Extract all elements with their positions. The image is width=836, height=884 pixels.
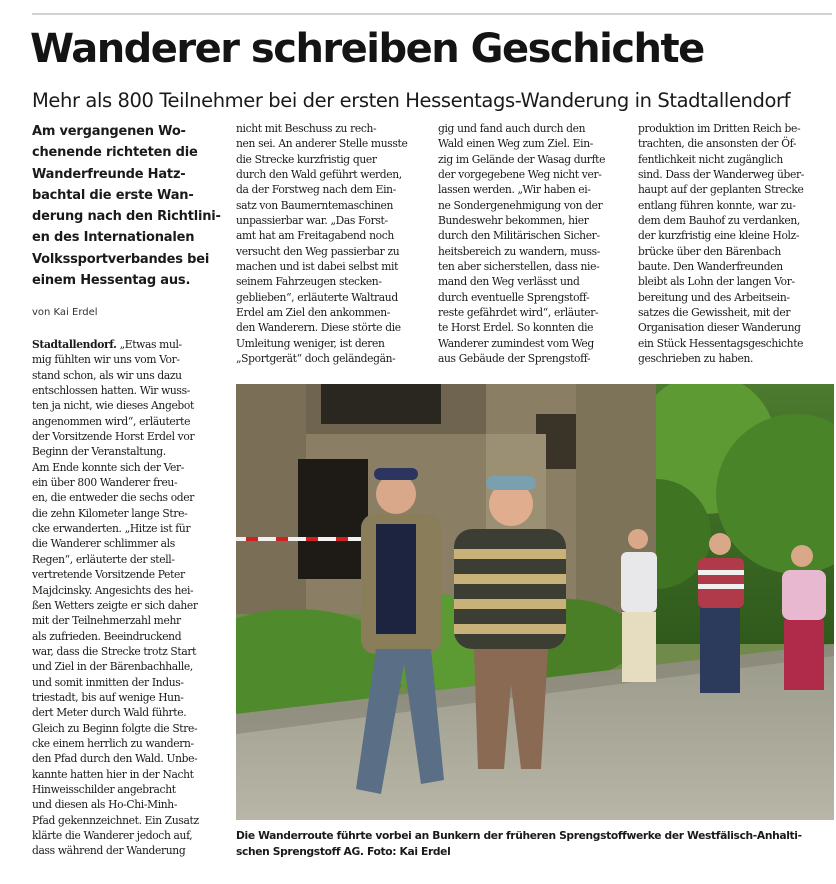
body-line: mit der Teilnehmerzahl mehr xyxy=(32,614,181,628)
body-line: Gleich zu Beginn folgte die Stre- xyxy=(32,721,198,735)
lead-line: Wanderfreunde Hatz- xyxy=(32,166,186,182)
body-line: der Vorsitzende Horst Erdel vor xyxy=(32,430,195,444)
lead-paragraph xyxy=(32,121,224,291)
subheadline: Mehr als 800 Teilnehmer bei der ersten Hessentags-Wanderung in Stadtallendorf xyxy=(32,89,791,112)
body-line: stand schon, als wir uns dazu xyxy=(32,368,182,382)
body-column-2 xyxy=(236,121,428,367)
body-line: durch den Militärischen Sicher- xyxy=(438,229,600,243)
body-line: Wald einen Weg zum Ziel. Ein- xyxy=(438,137,593,151)
body-line: und somit inmitten der Indus- xyxy=(32,675,184,689)
body-line: machen und ist dabei selbst mit xyxy=(236,260,399,274)
body-column-4 xyxy=(638,121,834,367)
body-line: bleibt als Lohn der langen Vor- xyxy=(638,275,795,289)
caption-line: schen Sprengstoff AG. Foto: Kai Erdel xyxy=(236,845,451,858)
body-line: Regen“, erläuterte der stell- xyxy=(32,552,175,566)
body-line: da der Forstweg nach dem Ein- xyxy=(236,183,396,197)
body-line xyxy=(32,337,228,352)
body-line: zig im Gelände der Wasag durfte xyxy=(438,152,606,166)
body-line: versucht den Weg passierbar zu xyxy=(236,244,400,258)
body-line: klärte die Wanderer jedoch auf, xyxy=(32,829,193,842)
body-column-3 xyxy=(438,121,630,367)
body-line: geschrieben zu haben. xyxy=(638,352,754,366)
body-line: ein Stück Hessentagsgeschichte xyxy=(638,336,804,350)
body-line: Erdel am Ziel den ankommen- xyxy=(236,306,391,320)
body-line: lassen werden. „Wir haben ei- xyxy=(438,183,591,197)
body-line: brücke über den Bärenbach xyxy=(638,244,781,258)
body-line: den Wanderern. Diese störte die xyxy=(236,321,401,335)
body-line: ten aber sicherstellen, dass nie- xyxy=(438,260,600,274)
body-line: entlang führen konnte, war zu- xyxy=(638,198,796,212)
byline: von Kai Erdel xyxy=(32,307,98,318)
headline: Wanderer schreiben Geschichte xyxy=(30,26,704,72)
body-line: und diesen als Ho-Chi-Minh- xyxy=(32,798,178,812)
body-line: cke einem herrlich zu wandern- xyxy=(32,736,194,750)
lead-line: chenende richteten die xyxy=(32,145,198,161)
body-line: satzes die Gewissheit, mit der xyxy=(638,306,791,320)
body-line: ein über 800 Wanderer freu- xyxy=(32,476,178,490)
body-line: en, die entweder die sechs oder xyxy=(32,491,195,505)
body-line: geblieben“, erläuterte Waltraud xyxy=(236,290,398,304)
body-line: trachten, die ansonsten der Öf- xyxy=(638,137,797,151)
body-line: vertretende Vorsitzende Peter xyxy=(32,568,185,582)
column-1-lines xyxy=(32,352,228,858)
body-line: dert Meter durch Wald führte. xyxy=(32,706,187,720)
body-line: Beginn der Veranstaltung. xyxy=(32,445,166,459)
body-line: gig und fand auch durch den xyxy=(438,122,586,135)
body-line: der vorgegebene Weg nicht ver- xyxy=(438,168,602,182)
body-line: nicht mit Beschuss zu rech- xyxy=(236,122,377,135)
body-line: den Pfad durch den Wald. Unbe- xyxy=(32,752,198,766)
article-photo xyxy=(236,384,834,820)
body-line: bereitung und des Arbeitsein- xyxy=(638,290,790,304)
lead-line: bachtal die erste Wan- xyxy=(32,187,194,203)
body-line: „Sportgerät“ doch geländegän- xyxy=(236,352,396,366)
body-line: te Horst Erdel. So konnten die xyxy=(438,321,594,335)
photo-caption xyxy=(236,828,834,860)
body-line: war, dass die Strecke trotz Start xyxy=(32,644,197,658)
body-line: seinem Fahrzeugen stecken- xyxy=(236,275,382,289)
body-line: dass während der Wanderung xyxy=(32,844,186,858)
body-line: Organisation dieser Wanderung xyxy=(638,321,801,335)
body-line: die Wanderer schlimmer als xyxy=(32,537,175,551)
body-line: der kurzfristig eine kleine Holz- xyxy=(638,229,800,243)
body-line: baute. Den Wanderfreunden xyxy=(638,260,783,274)
body-line: angenommen wird“, erläuterte xyxy=(32,414,191,428)
lead-line: en des Internationalen xyxy=(32,230,195,246)
body-line: sind. Dass der Wanderweg über- xyxy=(638,168,804,182)
hikers-photo-illustration xyxy=(236,384,834,820)
body-line: Hinweisschilder angebracht xyxy=(32,782,176,796)
body-line: dem dem Bauhof zu verdanken, xyxy=(638,214,800,228)
body-line: Am Ende konnte sich der Ver- xyxy=(32,460,185,474)
body-line: fentlichkeit nicht zugänglich xyxy=(638,152,783,166)
body-line: heitsbereich zu wandern, muss- xyxy=(438,244,601,258)
body-line: unpassierbar war. „Das Forst- xyxy=(236,214,388,228)
body-line: nen sei. An anderer Stelle musste xyxy=(236,137,408,151)
body-line: mand den Weg verlässt und xyxy=(438,275,580,289)
body-line: Umleitung weniger, ist deren xyxy=(236,336,385,350)
body-line: Bundeswehr bekommen, hier xyxy=(438,214,589,228)
body-line: kannte hatten hier in der Nacht xyxy=(32,767,194,781)
body-line: als zufrieden. Beeindruckend xyxy=(32,629,182,643)
body-line: Wanderer zumindest vom Weg xyxy=(438,336,594,350)
body-line: die zehn Kilometer lange Stre- xyxy=(32,506,188,520)
lead-line: Volkssportverbandes bei xyxy=(32,251,210,267)
caption-line: Die Wanderroute führte vorbei an Bunkern der früheren Sprengstoffwerke der Westfälisch-Anhalti- xyxy=(236,829,802,842)
body-line: Pfad gekennzeichnet. Ein Zusatz xyxy=(32,813,199,827)
body-line: cke erwanderten. „Hitze ist für xyxy=(32,522,191,536)
body-line: produktion im Dritten Reich be- xyxy=(638,122,801,135)
body-line: amt hat am Freitagabend noch xyxy=(236,229,394,243)
body-line: entschlossen hatten. Wir wuss- xyxy=(32,384,190,398)
body-column-1 xyxy=(32,337,228,859)
lead-line: derung nach den Richtlini- xyxy=(32,209,221,225)
body-line: ne Sondergenehmigung von der xyxy=(438,198,603,212)
body-line: ten ja nicht, wie dieses Angebot xyxy=(32,399,194,413)
body-line: satz von Baumerntemaschinen xyxy=(236,198,394,212)
body-line: die Strecke kurzfristig quer xyxy=(236,152,377,166)
lead-line: Am vergangenen Wo- xyxy=(32,124,186,139)
lead-line: einem Hessentag aus. xyxy=(32,273,191,289)
body-line: durch den Wald geführt werden, xyxy=(236,168,402,182)
body-line: durch eventuelle Sprengstoff- xyxy=(438,290,590,304)
body-line: haupt auf der geplanten Strecke xyxy=(638,183,804,197)
top-rule xyxy=(32,13,832,15)
body-line: und Ziel in der Bärenbachhalle, xyxy=(32,660,193,674)
dateline: Stadtallendorf. xyxy=(32,338,117,351)
body-line-rest: „Etwas mul- xyxy=(116,338,182,351)
body-line: reste gefährdet wird“, erläuter- xyxy=(438,306,599,320)
body-line: triestadt, bis auf wenige Hun- xyxy=(32,690,184,704)
body-line: Majdcinsky. Angesichts des hei- xyxy=(32,583,194,597)
body-line: mig fühlten wir uns vom Vor- xyxy=(32,353,180,367)
body-line: aus Gebäude der Sprengstoff- xyxy=(438,352,591,366)
body-line: ßen Wetters zeigte er sich daher xyxy=(32,598,198,612)
